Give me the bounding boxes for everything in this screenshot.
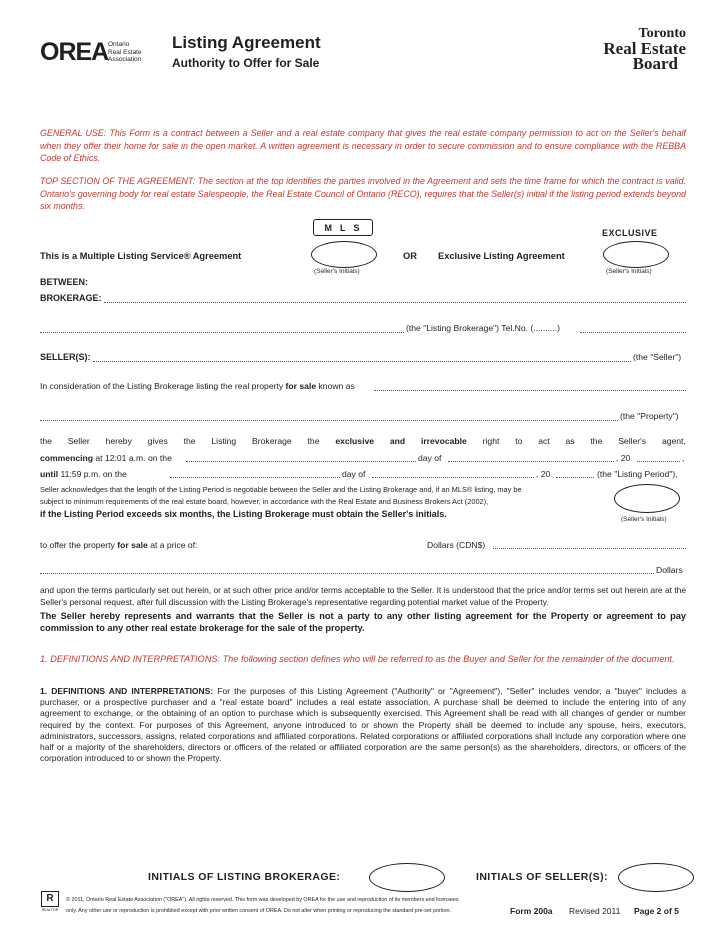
acknowledge-line-3: if the Listing Period exceeds six months, the Listing Brokerage must obtain the Seller's initials. bbox=[40, 509, 447, 519]
definitions-heading: 1. DEFINITIONS AND INTERPRETATIONS: bbox=[40, 686, 214, 696]
commencing-year-input[interactable] bbox=[637, 461, 680, 462]
acknowledge-line-2: subject to minimum requirements of the real estate board, however, in accordance with the Real Estate and Business Brokers Act (2002), bbox=[40, 497, 489, 506]
orea-logo-text: OREA bbox=[40, 38, 109, 66]
property-address-input[interactable] bbox=[374, 390, 686, 391]
orea-line-1: Ontario bbox=[108, 41, 130, 48]
page-subtitle: Authority to Offer for Sale bbox=[172, 56, 320, 70]
orea-logo bbox=[40, 38, 108, 67]
gives-word-18: agent, bbox=[661, 436, 686, 446]
dollars-cdn-label: Dollars (CDN$) bbox=[427, 540, 486, 550]
orea-line-2: Real Estate bbox=[108, 48, 142, 56]
acknowledge-line-1: Seller acknowledges that the length of the Listing Period is negotiable between the Seller and the Listing Brokerage and, if an MLS® listing, may be bbox=[40, 485, 522, 494]
exclusive-label: EXCLUSIVE bbox=[602, 228, 658, 238]
gives-word-1: the bbox=[40, 436, 52, 446]
brokerage-input[interactable] bbox=[104, 302, 686, 303]
until-month-input[interactable] bbox=[372, 477, 534, 478]
or-label: OR bbox=[403, 251, 417, 261]
gives-word-8: the bbox=[307, 436, 320, 446]
seller-initials-oval[interactable] bbox=[618, 863, 694, 892]
price-numeric-input[interactable] bbox=[493, 548, 686, 549]
represents-text: The Seller hereby represents and warrants that the Seller is not a party to any other listing agreement for the Property or agreement to pay commission to any other real estate brokerage for the sale of the property. bbox=[40, 611, 686, 633]
commencing-time: at 12:01 a.m. on the bbox=[93, 453, 172, 463]
orea-org-lines bbox=[108, 41, 142, 64]
gives-word-5: the bbox=[183, 436, 196, 446]
section-1-note: 1. DEFINITIONS AND INTERPRETATIONS: The following section defines who will be referred to as the Buyer and Seller for the remainder of the document. bbox=[40, 654, 675, 664]
the-property-label: (the "Property") bbox=[620, 411, 679, 421]
realtor-logo-caption: REALTOR bbox=[41, 908, 59, 912]
initials-seller-label: INITIALS OF SELLER(S): bbox=[476, 871, 608, 883]
telephone-input[interactable] bbox=[580, 332, 686, 333]
realtor-logo bbox=[40, 891, 60, 912]
price-words-input[interactable] bbox=[40, 573, 654, 574]
gives-word-7: Brokerage bbox=[252, 436, 292, 446]
gives-word-6: Listing bbox=[211, 436, 237, 446]
board-line-3: Board bbox=[632, 54, 678, 73]
commencing-label: commencing bbox=[40, 453, 94, 463]
page-title: Listing Agreement bbox=[172, 33, 321, 52]
gives-word-12: right bbox=[482, 436, 500, 446]
until-time: 11:59 p.m. on the bbox=[58, 469, 127, 479]
the-seller-label: (the "Seller") bbox=[633, 352, 682, 362]
consideration-part-3: known as bbox=[316, 381, 355, 391]
board-line-2: Real Estate bbox=[603, 39, 686, 58]
top-section-note: TOP SECTION OF THE AGREEMENT: The section at the top identifies the parties involved in the Agreement and sets the time frame for which the contract is valid. Ontario's governing body for real estate Salespeople, the Real Estate Council of Ontario (RECO), requires that the Seller(s) initial if the listing period extends beyond six months. bbox=[40, 176, 686, 211]
price-for-sale: for sale bbox=[117, 540, 148, 550]
sellers-input[interactable] bbox=[93, 361, 631, 362]
commencing-day-of: day of bbox=[418, 453, 442, 463]
gives-word-16: the bbox=[590, 436, 603, 446]
brokerage-label: BROKERAGE: bbox=[40, 293, 102, 303]
price-part-1: to offer the property bbox=[40, 540, 118, 550]
sellers-label: SELLER(S): bbox=[40, 352, 91, 362]
definitions-block bbox=[40, 686, 686, 764]
exclusive-agreement-label: Exclusive Listing Agreement bbox=[438, 251, 565, 261]
price-line bbox=[40, 540, 198, 550]
mls-initials-caption: (Seller's Initials) bbox=[314, 268, 360, 275]
price-part-3: at a price of: bbox=[147, 540, 198, 550]
copyright-line-2: only. Any other use or reproduction is prohibited except with prior written consent of OREA. Do not alter when printing or reproducing the standard pre-set portion. bbox=[66, 908, 451, 914]
orea-line-3: Association bbox=[108, 56, 142, 63]
general-use-note: GENERAL USE: This Form is a contract between a Seller and a real estate company that gives the real estate company permission to act on the Seller's behalf when they offer their home for sale in the open market. A written agreement is necessary in order to secure commission and to ensure compliance with the REBBA Code of Ethics. bbox=[40, 128, 686, 163]
listing-period-initials-caption: (Seller's Initials) bbox=[621, 516, 667, 523]
gives-word-11: irrevocable bbox=[420, 436, 467, 446]
gives-word-15: as bbox=[565, 436, 575, 446]
dollars-label: Dollars bbox=[656, 565, 683, 575]
brokerage-initials-oval[interactable] bbox=[369, 863, 445, 892]
brokerage-address-input[interactable] bbox=[40, 332, 404, 333]
exclusive-initials-caption: (Seller's Initials) bbox=[606, 268, 652, 275]
terms-text: and upon the terms particularly set out herein, or at such other price and/or terms acceptable to the Seller. It is understood that the price and/or terms set out herein are at the Seller's personal request, after full discussion with the Listing Brokerage's representative regarding potential market value of the Property. bbox=[40, 585, 686, 607]
gives-word-9: exclusive bbox=[335, 436, 375, 446]
commencing-line bbox=[40, 453, 172, 463]
consideration-for-sale: for sale bbox=[285, 381, 317, 391]
seller-gives-line bbox=[40, 436, 686, 446]
gives-word-2: Seller bbox=[67, 436, 90, 446]
definitions-text: For the purposes of this Listing Agreement ("Authority" or "Agreement"), "Seller" includes vendor, a "buyer" includes a purchaser, or a prospective purchaser and a "real estate board" includes a real estate association. A purchase shall be deemed to include the entering into of any agreement to exchange, or the obtaining of an option to purchase which is subsequently exercised. This Agreement shall be read with all changes of gender or number required by the context. For purposes of this Agreement, anyone introduced to or shown the Property shall be deemed to include any spouse, heirs, executors, administrators, successors, assigns, related corporations and affiliated corporations. Related corporations or affiliated corporations shall include any corporation where one half or a majority of the shareholders, directors or officers of the related or affiliated corporation are the same person(s) as the shareholders, directors, or officers of the corporation introduced to or shown the Property. bbox=[40, 686, 686, 764]
until-day-of: day of bbox=[342, 469, 366, 479]
commencing-comma: , bbox=[682, 453, 685, 463]
gives-word-3: hereby bbox=[105, 436, 132, 446]
board-line-1: Toronto bbox=[638, 26, 686, 41]
consideration-text bbox=[40, 381, 355, 391]
gives-word-4: gives bbox=[147, 436, 168, 446]
gives-word-10: and bbox=[389, 436, 406, 446]
property-address-input-2[interactable] bbox=[40, 420, 618, 421]
until-year-input[interactable] bbox=[556, 477, 594, 478]
gives-word-17: Seller's bbox=[618, 436, 647, 446]
until-year-label: , 20 bbox=[536, 469, 551, 479]
form-number: Form 200a bbox=[510, 906, 553, 916]
commencing-day-input[interactable] bbox=[186, 461, 416, 462]
commencing-year-label: , 20 bbox=[616, 453, 631, 463]
gives-word-13: to bbox=[515, 436, 523, 446]
exclusive-initials-oval[interactable] bbox=[603, 241, 669, 268]
gives-word-14: act bbox=[538, 436, 550, 446]
until-line bbox=[40, 469, 127, 479]
commencing-month-input[interactable] bbox=[448, 461, 614, 462]
toronto-board-logo bbox=[603, 26, 686, 71]
page-number: Page 2 of 5 bbox=[634, 906, 679, 916]
until-label: until bbox=[40, 469, 59, 479]
realtor-logo-box bbox=[41, 891, 59, 907]
mls-agreement-label: This is a Multiple Listing Service® Agreement bbox=[40, 251, 242, 261]
copyright-line-1: © 2011, Ontario Real Estate Association ("OREA"). All rights reserved. This form was developed by OREA for the use and reproduction of its members and licensees bbox=[66, 897, 459, 903]
mls-logo-text: MLS bbox=[324, 222, 368, 233]
listing-brokerage-label: (the "Listing Brokerage") Tel.No. (..........) bbox=[406, 323, 561, 333]
realtor-logo-letter: R bbox=[46, 893, 54, 904]
listing-period-label: (the "Listing Period"), bbox=[597, 469, 678, 479]
initials-brokerage-label: INITIALS OF LISTING BROKERAGE: bbox=[148, 871, 341, 883]
mls-logo bbox=[313, 219, 373, 236]
between-label: BETWEEN: bbox=[40, 277, 88, 287]
listing-period-initials-oval[interactable] bbox=[614, 484, 680, 513]
mls-initials-oval[interactable] bbox=[311, 241, 377, 268]
consideration-part-1: In consideration of the Listing Brokerage listing the real property bbox=[40, 381, 286, 391]
until-day-input[interactable] bbox=[170, 477, 340, 478]
revised-label: Revised 2011 bbox=[569, 906, 621, 916]
